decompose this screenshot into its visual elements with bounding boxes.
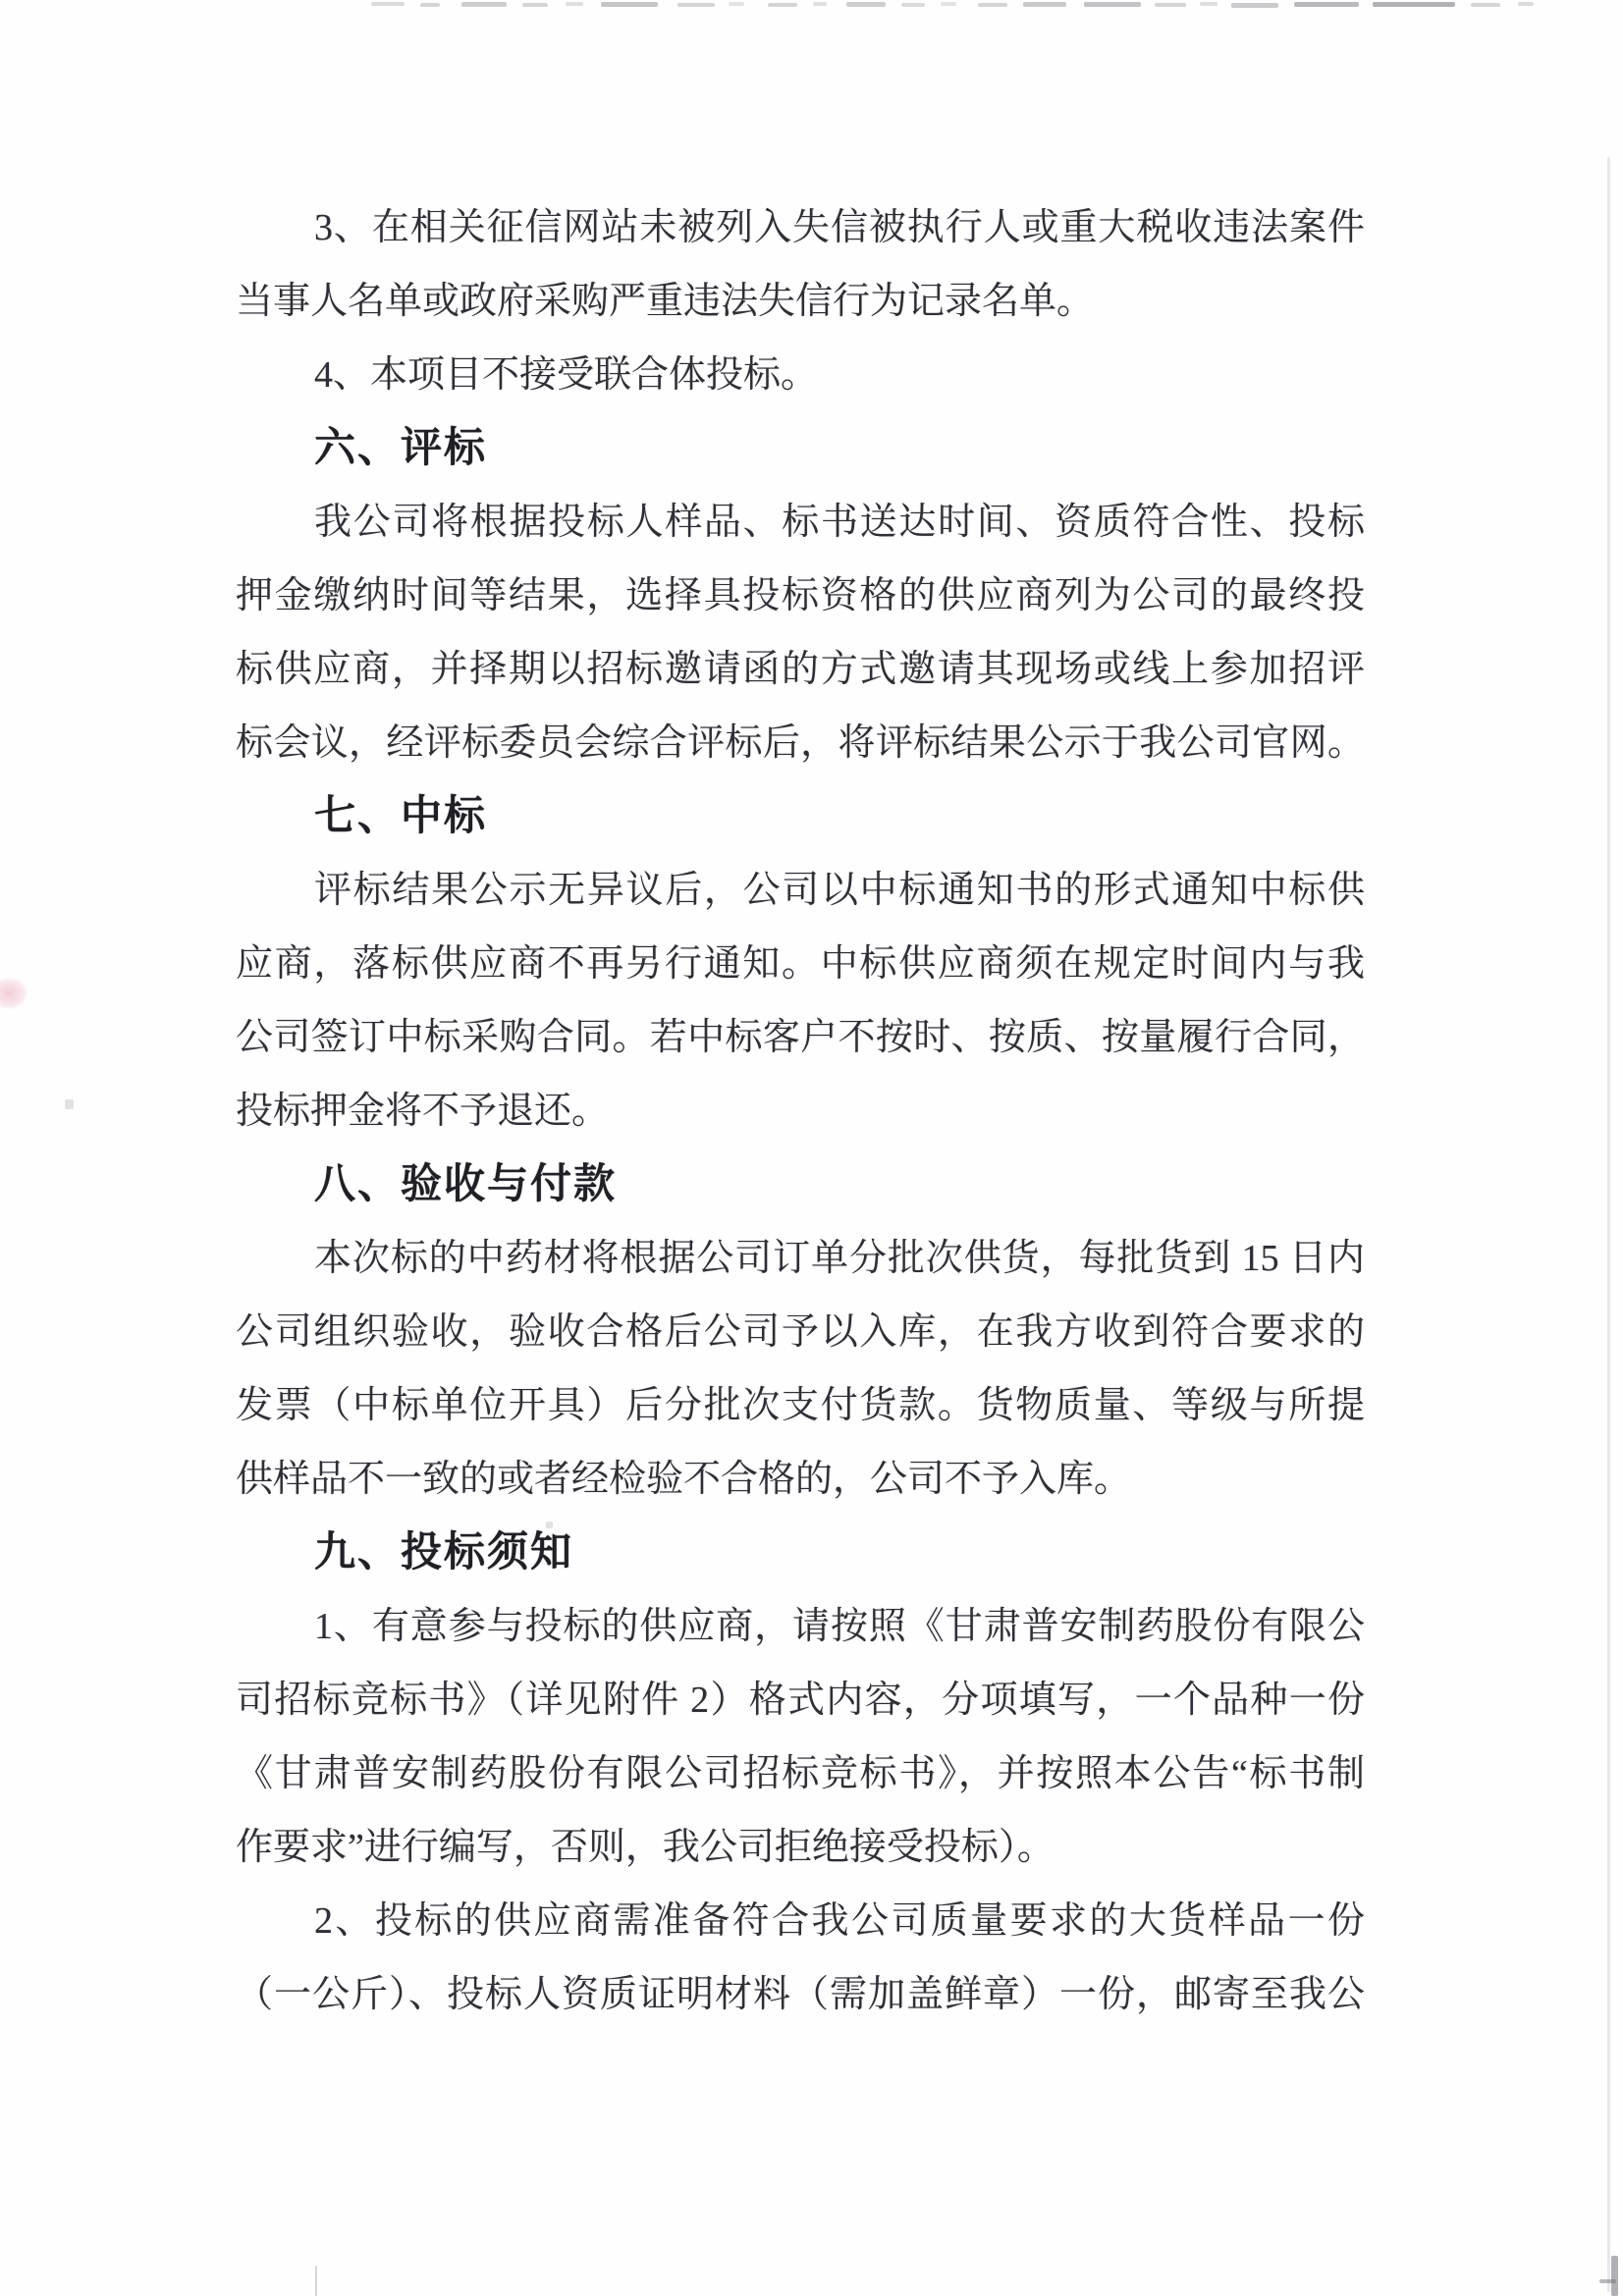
bottom-right-mark-artifact [1611, 2256, 1618, 2296]
top-edge-dash-artifact [941, 2, 956, 6]
top-edge-dash-artifact [601, 2, 658, 7]
text-line: 押金缴纳时间等结果，选择具投标资格的供应商列为公司的最终投 [236, 575, 1365, 616]
text-line: 应商，落标供应商不再另行通知。中标供应商须在规定时间内与我 [236, 943, 1365, 985]
right-edge-line-artifact [1607, 157, 1610, 2292]
text-line: 标供应商，并择期以招标邀请函的方式邀请其现场或线上参加招评 [236, 649, 1365, 690]
text-line: 《甘肃普安制药股份有限公司招标竞标书》，并按照本公告“标书制 [236, 1753, 1365, 1794]
text-line: 我公司将根据投标人样品、标书送达时间、资质符合性、投标 [314, 502, 1365, 543]
top-edge-dash-artifact [677, 3, 715, 7]
top-edge-dash-artifact [846, 2, 886, 7]
text-line: 公司组织验收，验收合格后公司予以入库，在我方收到符合要求的 [236, 1311, 1365, 1353]
top-edge-dash-artifact [813, 2, 827, 6]
top-edge-dash-artifact [1373, 2, 1455, 7]
text-line: 当事人名单或政府采购严重违法失信行为记录名单。 [236, 281, 1095, 322]
top-edge-dash-artifact [1200, 2, 1217, 6]
top-edge-dash-artifact [729, 2, 744, 6]
top-edge-dash-artifact [371, 2, 405, 6]
bottom-left-line-artifact [315, 2266, 317, 2296]
text-line: 投标押金将不予退还。 [236, 1091, 610, 1132]
top-edge-dash-artifact [1231, 3, 1278, 8]
text-line: 2、投标的供应商需准备符合我公司质量要求的大货样品一份 [314, 1900, 1365, 1942]
section-heading: 九、投标须知 [314, 1530, 574, 1575]
text-line: （一公斤）、投标人资质证明材料（需加盖鲜章）一份，邮寄至我公 [236, 1974, 1365, 2015]
text-line: 评标结果公示无异议后，公司以中标通知书的形式通知中标供 [314, 870, 1365, 911]
top-edge-dash-artifact [978, 3, 1007, 7]
left-speck-artifact [65, 1099, 74, 1109]
text-line: 1、有意参与投标的供应商，请按照《甘肃普安制药股份有限公 [314, 1606, 1365, 1647]
top-edge-dash-artifact [768, 3, 797, 7]
top-edge-dash-artifact [1023, 2, 1066, 7]
text-line: 4、本项目不接受联合体投标。 [314, 354, 819, 396]
top-edge-dash-artifact [1294, 2, 1359, 7]
text-line: 标会议，经评标委员会综合评标后，将评标结果公示于我公司官网。 [236, 722, 1365, 764]
top-edge-dash-artifact [522, 3, 548, 7]
text-line: 3、在相关征信网站未被列入失信被执行人或重大税收违法案件 [314, 207, 1365, 248]
top-edge-dash-artifact [1471, 3, 1500, 7]
top-edge-dash-artifact [1518, 2, 1534, 6]
bottom-right-tick-artifact [1599, 2279, 1616, 2283]
section-heading: 六、评标 [314, 426, 488, 471]
top-edge-dash-artifact [1084, 2, 1141, 7]
pink-smudge-artifact [0, 978, 27, 1009]
text-line: 本次标的中药材将根据公司订单分批次供货，每批货到 15 日内 [314, 1238, 1365, 1279]
section-heading: 八、验收与付款 [314, 1162, 618, 1207]
top-edge-dash-artifact [1155, 3, 1186, 7]
section-heading: 七、中标 [314, 794, 488, 839]
top-edge-dash-artifact [461, 2, 507, 7]
text-line: 公司签订中标采购合同。若中标客户不按时、按质、按量履行合同， [236, 1017, 1365, 1058]
text-line: 司招标竞标书》（详见附件 2）格式内容，分项填写，一个品种一份 [236, 1680, 1365, 1721]
text-line: 供样品不一致的或者经检验不合格的，公司不予入库。 [236, 1459, 1132, 1500]
text-line: 作要求”进行编写，否则，我公司拒绝接受投标）。 [236, 1827, 1055, 1868]
document-text-block [236, 191, 1365, 2032]
top-edge-dash-artifact [566, 2, 583, 6]
text-line: 发票（中标单位开具）后分批次支付货款。货物质量、等级与所提 [236, 1385, 1365, 1426]
top-edge-dash-artifact [901, 3, 925, 7]
top-edge-dash-artifact [420, 3, 440, 7]
